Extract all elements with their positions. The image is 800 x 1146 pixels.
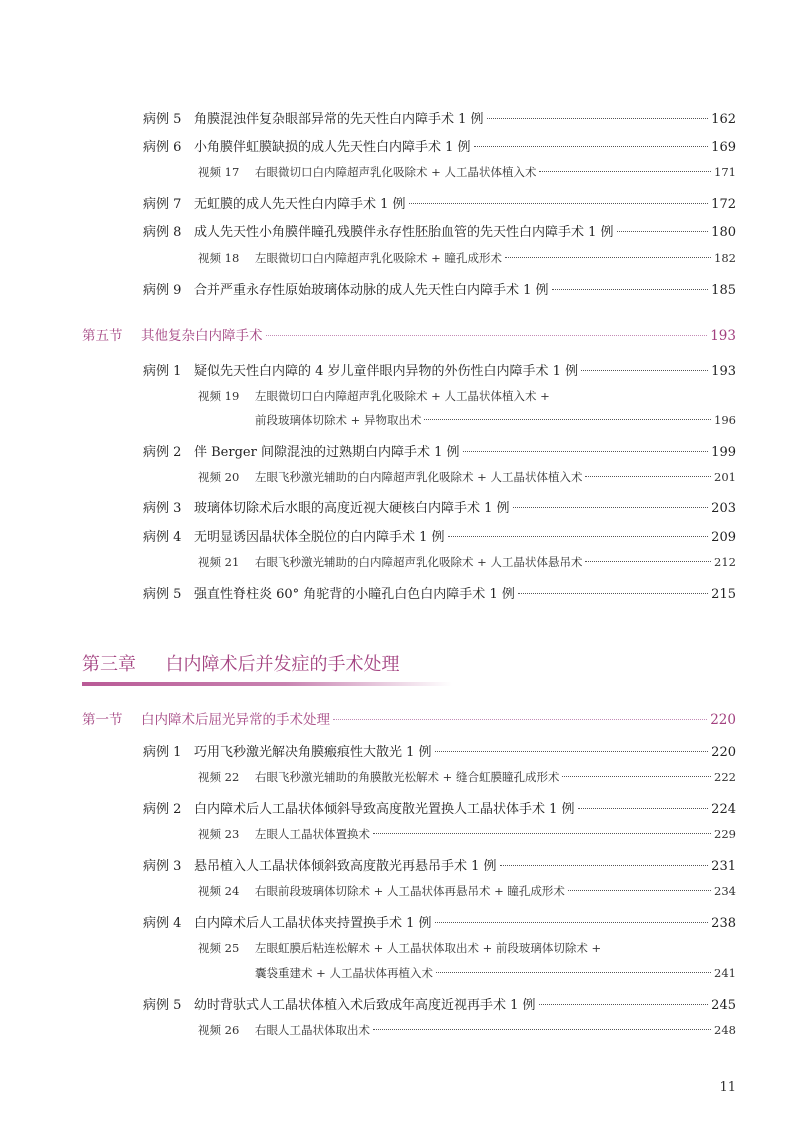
entry-title: 左眼微切口白内障超声乳化吸除术 + 瞳孔成形术 (255, 251, 502, 265)
entry-title: 悬吊植入人工晶状体倾斜致高度散光再悬吊手术 1 例 (194, 859, 497, 873)
entry-label: 病例 1 (143, 364, 182, 378)
entry-label: 视频 21 (198, 555, 240, 569)
dot-leader (487, 118, 709, 119)
toc-entry-case[interactable] (143, 360, 736, 378)
entry-label: 病例 5 (143, 112, 182, 126)
entry-page: 222 (714, 770, 736, 784)
dot-leader (474, 146, 709, 147)
entry-title: 伴 Berger 间隙混浊的过熟期白内障手术 1 例 (194, 445, 460, 459)
entry-title: 小角膜伴虹膜缺损的成人先天性白内障手术 1 例 (194, 140, 471, 154)
toc-entry-case[interactable] (143, 441, 736, 459)
toc-entry-case[interactable] (143, 741, 736, 759)
toc-entry-video-continuation[interactable] (255, 412, 736, 429)
entry-label: 视频 19 (198, 389, 240, 403)
toc-section-heading[interactable] (82, 324, 736, 343)
toc-entry-case[interactable] (143, 583, 736, 601)
entry-title: 右眼人工晶状体取出术 (255, 1023, 370, 1037)
entry-page: 171 (714, 165, 736, 179)
section-page: 220 (710, 712, 736, 727)
entry-page: 248 (714, 1023, 736, 1037)
entry-page: 212 (714, 555, 736, 569)
dot-leader (552, 289, 709, 290)
entry-label: 病例 8 (143, 225, 182, 239)
entry-title: 幼时背驮式人工晶状体植入术后致成年高度近视再手术 1 例 (194, 998, 536, 1012)
entry-label: 病例 7 (143, 197, 182, 211)
toc-entry-case[interactable] (143, 798, 736, 816)
entry-label: 病例 4 (143, 916, 182, 930)
entry-page: 193 (711, 364, 736, 378)
entry-title: 合并严重永存性原始玻璃体动脉的成人先天性白内障手术 1 例 (194, 283, 549, 297)
dot-leader (505, 257, 711, 258)
toc-entry-case[interactable] (143, 136, 736, 154)
dot-leader (568, 890, 711, 891)
entry-title: 成人先天性小角膜伴瞳孔残膜伴永存性胚胎血管的先天性白内障手术 1 例 (194, 225, 614, 239)
toc-entry-video[interactable] (198, 554, 736, 571)
toc-entry-video[interactable] (198, 769, 736, 786)
entry-label: 病例 5 (143, 998, 182, 1012)
entry-title: 疑似先天性白内障的 4 岁儿童伴眼内异物的外伤性白内障手术 1 例 (194, 364, 579, 378)
dot-leader (578, 808, 709, 809)
dot-leader (333, 719, 707, 720)
entry-page: 162 (711, 112, 736, 126)
entry-title: 左眼微切口白内障超声乳化吸除术 + 人工晶状体植入术 + (255, 389, 550, 403)
dot-leader (266, 335, 708, 336)
entry-label: 视频 24 (198, 884, 240, 898)
entry-page: 238 (711, 916, 736, 930)
dot-leader (539, 1004, 709, 1005)
entry-title: 玻璃体切除术后水眼的高度近视大硬核白内障手术 1 例 (194, 501, 510, 515)
entry-page: 220 (711, 745, 736, 759)
dot-leader (585, 476, 711, 477)
entry-title: 右眼微切口白内障超声乳化吸除术 + 人工晶状体植入术 (255, 165, 537, 179)
entry-label: 病例 9 (143, 283, 182, 297)
entry-page: 196 (714, 413, 736, 427)
entry-page: 201 (714, 470, 736, 484)
toc-entry-video[interactable] (198, 164, 736, 181)
entry-page: 180 (711, 225, 736, 239)
toc-entry-case[interactable] (143, 855, 736, 873)
entry-title: 右眼飞秒激光辅助的角膜散光松解术 + 缝合虹膜瞳孔成形术 (255, 770, 560, 784)
section-label: 第五节 (82, 328, 123, 343)
entry-title-continuation: 囊袋重建术 + 人工晶状体再植入术 (255, 966, 433, 980)
dot-leader (539, 171, 711, 172)
toc-entry-video[interactable] (198, 388, 736, 405)
dot-leader (617, 231, 709, 232)
toc-entry-case[interactable] (143, 221, 736, 239)
toc-entry-case[interactable] (143, 108, 736, 126)
entry-page: 182 (714, 251, 736, 265)
toc-entry-video[interactable] (198, 1022, 736, 1039)
entry-label: 视频 20 (198, 470, 240, 484)
entry-page: 231 (711, 859, 736, 873)
dot-leader (585, 561, 711, 562)
dot-leader (409, 203, 709, 204)
toc-entry-video[interactable] (198, 826, 736, 843)
entry-label: 视频 18 (198, 251, 240, 265)
chapter-title: 白内障术后并发症的手术处理 (165, 654, 400, 675)
toc-entry-case[interactable] (143, 912, 736, 930)
entry-label: 病例 5 (143, 587, 182, 601)
toc-entry-video[interactable] (198, 940, 736, 957)
section-title: 其他复杂白内障手术 (141, 328, 263, 343)
page-number: 11 (719, 1080, 736, 1095)
entry-page: 199 (711, 445, 736, 459)
dot-leader (436, 972, 711, 973)
dot-leader (424, 419, 711, 420)
dot-leader (373, 1029, 711, 1030)
toc-entry-case[interactable] (143, 193, 736, 211)
entry-page: 203 (711, 501, 736, 515)
dot-leader (463, 451, 709, 452)
dot-leader (518, 593, 708, 594)
toc-entry-case[interactable] (143, 994, 736, 1012)
entry-title-continuation: 前段玻璃体切除术 + 异物取出术 (255, 413, 422, 427)
toc-entry-case[interactable] (143, 526, 736, 544)
entry-title: 白内障术后人工晶状体夹持置换手术 1 例 (194, 916, 432, 930)
toc-entry-video-continuation[interactable] (255, 965, 736, 982)
entry-title: 左眼飞秒激光辅助的白内障超声乳化吸除术 + 人工晶状体植入术 (255, 470, 583, 484)
entry-title: 无虹膜的成人先天性白内障手术 1 例 (194, 197, 406, 211)
entry-page: 172 (711, 197, 736, 211)
entry-page: 234 (714, 884, 736, 898)
entry-title: 右眼飞秒激光辅助的白内障超声乳化吸除术 + 人工晶状体悬吊术 (255, 555, 583, 569)
entry-label: 视频 22 (198, 770, 240, 784)
dot-leader (500, 865, 709, 866)
chapter-underline (82, 682, 452, 686)
entry-label: 病例 2 (143, 445, 182, 459)
entry-label: 病例 2 (143, 802, 182, 816)
entry-label: 病例 4 (143, 530, 182, 544)
dot-leader (448, 536, 709, 537)
entry-label: 病例 6 (143, 140, 182, 154)
dot-leader (435, 922, 709, 923)
chapter-heading[interactable] (82, 650, 399, 676)
chapter-number: 第三章 (82, 654, 136, 675)
toc-entry-video[interactable] (198, 883, 736, 900)
entry-label: 病例 3 (143, 501, 182, 515)
entry-title: 左眼虹膜后粘连松解术 + 人工晶状体取出术 + 前段玻璃体切除术 + (255, 941, 602, 955)
entry-page: 224 (711, 802, 736, 816)
entry-label: 视频 25 (198, 941, 240, 955)
entry-label: 视频 17 (198, 165, 240, 179)
dot-leader (435, 751, 709, 752)
entry-label: 视频 23 (198, 827, 240, 841)
entry-page: 185 (711, 283, 736, 297)
section-label: 第一节 (82, 712, 123, 727)
toc-entry-video[interactable] (198, 250, 736, 267)
toc-entry-case[interactable] (143, 279, 736, 297)
entry-title: 左眼人工晶状体置换术 (255, 827, 370, 841)
dot-leader (513, 507, 709, 508)
entry-label: 病例 3 (143, 859, 182, 873)
toc-section-heading[interactable] (82, 708, 736, 727)
entry-title: 角膜混浊伴复杂眼部异常的先天性白内障手术 1 例 (194, 112, 484, 126)
entry-title: 白内障术后人工晶状体倾斜导致高度散光置换人工晶状体手术 1 例 (194, 802, 575, 816)
entry-title: 右眼前段玻璃体切除术 + 人工晶状体再悬吊术 + 瞳孔成形术 (255, 884, 565, 898)
toc-entry-video[interactable] (198, 469, 736, 486)
entry-page: 215 (711, 587, 736, 601)
dot-leader (562, 776, 711, 777)
entry-page: 209 (711, 530, 736, 544)
entry-title: 巧用飞秒激光解决角膜瘢痕性大散光 1 例 (194, 745, 432, 759)
entry-page: 229 (714, 827, 736, 841)
entry-title: 强直性脊柱炎 60° 角驼背的小瞳孔白色白内障手术 1 例 (194, 587, 515, 601)
toc-entry-case[interactable] (143, 497, 736, 515)
entry-page: 241 (714, 966, 736, 980)
dot-leader (373, 833, 711, 834)
entry-title: 无明显诱因晶状体全脱位的白内障手术 1 例 (194, 530, 445, 544)
entry-page: 245 (711, 998, 736, 1012)
section-title: 白内障术后屈光异常的手术处理 (141, 712, 330, 727)
entry-label: 病例 1 (143, 745, 182, 759)
section-page: 193 (710, 328, 736, 343)
entry-label: 视频 26 (198, 1023, 240, 1037)
dot-leader (581, 370, 708, 371)
entry-page: 169 (711, 140, 736, 154)
